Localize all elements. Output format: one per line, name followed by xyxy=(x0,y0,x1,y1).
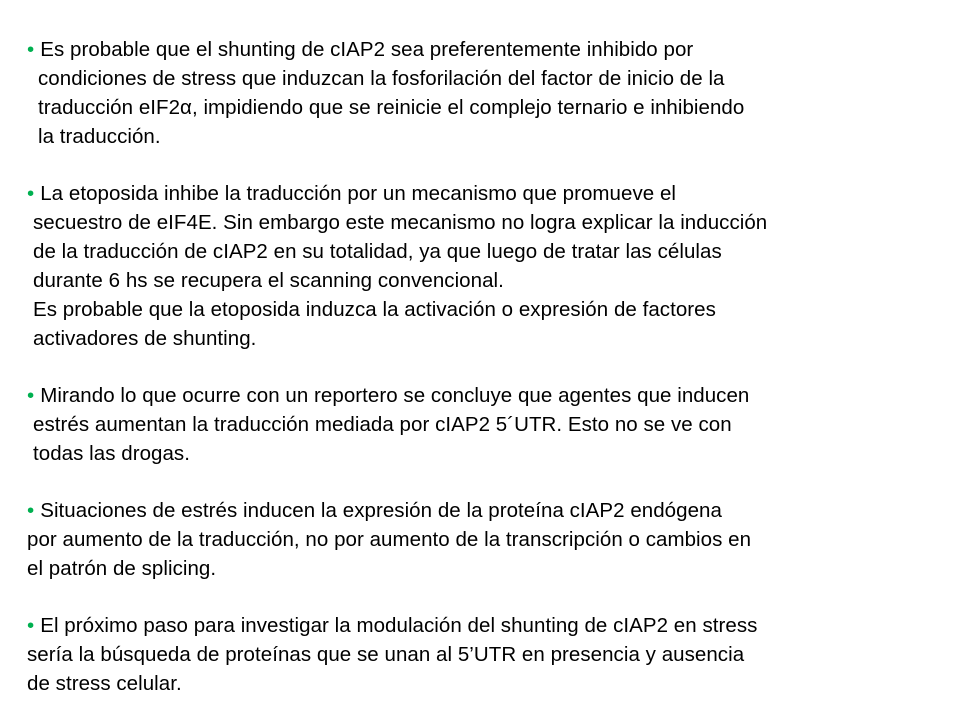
paragraph-3-line-3: todas las drogas. xyxy=(33,442,190,465)
paragraph-1-line-3: traducción eIF2α, impidiendo que se reinicie el complejo ternario e inhibiendo xyxy=(38,96,745,119)
paragraph-1-line-2: condiciones de stress que induzcan la fosforilación del factor de inicio de la xyxy=(38,67,725,90)
paragraph-2-line-4: durante 6 hs se recupera el scanning convencional. xyxy=(33,269,504,292)
paragraph-2-line-6: activadores de shunting. xyxy=(33,327,257,350)
bullet-icon: • xyxy=(27,384,35,407)
paragraph-3-line-2: estrés aumentan la traducción mediada por cIAP2 5´UTR. Esto no se ve con xyxy=(33,413,732,436)
paragraph-1-line-1: • Es probable que el shunting de cIAP2 sea preferentemente inhibido por xyxy=(27,38,694,61)
paragraph-4-line-1: • Situaciones de estrés inducen la expresión de la proteína cIAP2 endógena xyxy=(27,499,722,522)
paragraph-2-line-3: de la traducción de cIAP2 en su totalidad, ya que luego de tratar las células xyxy=(33,240,722,263)
paragraph-2-line-5: Es probable que la etoposida induzca la activación o expresión de factores xyxy=(33,298,716,321)
paragraph-1-line-4: la traducción. xyxy=(38,125,161,148)
paragraph-4-line-2: por aumento de la traducción, no por aumento de la transcripción o cambios en xyxy=(27,528,752,551)
paragraph-3-line-1: • Mirando lo que ocurre con un reportero se concluye que agentes que inducen xyxy=(27,384,750,407)
paragraph-5-line-1: • El próximo paso para investigar la modulación del shunting de cIAP2 en stress xyxy=(27,614,758,637)
bullet-icon: • xyxy=(27,614,35,637)
paragraph-2-line-1: • La etoposida inhibe la traducción por un mecanismo que promueve el xyxy=(27,182,677,205)
paragraph-5-line-2: sería la búsqueda de proteínas que se unan al 5’UTR en presencia y ausencia xyxy=(27,643,745,666)
paragraph-4-line-3: el patrón de splicing. xyxy=(27,557,217,580)
bullet-icon: • xyxy=(27,499,35,522)
paragraph-5-line-3: de stress celular. xyxy=(27,672,182,695)
bullet-icon: • xyxy=(27,38,35,61)
bullet-icon: • xyxy=(27,182,35,205)
paragraph-2-line-2: secuestro de eIF4E. Sin embargo este mecanismo no logra explicar la inducción xyxy=(33,211,768,234)
